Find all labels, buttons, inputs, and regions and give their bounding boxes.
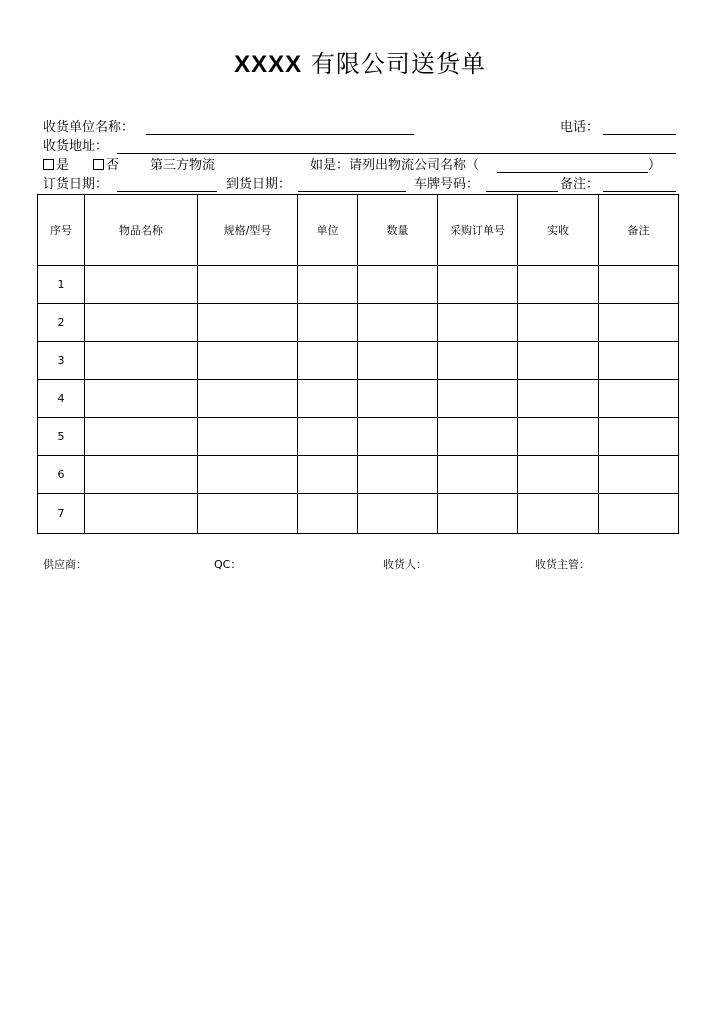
delivery-table (37, 194, 679, 534)
table-cell[interactable] (518, 418, 599, 456)
table-cell[interactable] (298, 342, 358, 380)
table-cell[interactable] (518, 304, 599, 342)
table-cell[interactable] (198, 494, 298, 534)
table-cell[interactable] (298, 418, 358, 456)
row-index-cell: 2 (38, 304, 85, 342)
row-index-cell: 4 (38, 380, 85, 418)
title-text: 有限公司送货单 (310, 50, 486, 78)
logistics-company-label: 如是：请列出物流公司名称（ (310, 158, 480, 173)
table-cell[interactable] (599, 342, 679, 380)
table-cell[interactable] (85, 380, 198, 418)
logistics-company-close: ） (648, 158, 662, 173)
table-cell[interactable] (198, 380, 298, 418)
table-cell[interactable] (358, 342, 438, 380)
table-cell[interactable] (438, 456, 518, 494)
receiving-manager-signature-label: 收货主管： (535, 558, 590, 571)
table-row (38, 380, 679, 418)
table-cell[interactable] (599, 456, 679, 494)
plate-number-label: 车牌号码： (414, 177, 480, 192)
table-cell[interactable] (599, 494, 679, 534)
column-header-item-name: 物品名称 (85, 195, 198, 266)
logistics-company-field[interactable] (497, 172, 648, 173)
table-cell[interactable] (85, 418, 198, 456)
row-index-cell: 5 (38, 418, 85, 456)
table-cell[interactable] (518, 266, 599, 304)
table-row (38, 418, 679, 456)
table-cell[interactable] (358, 456, 438, 494)
supplier-signature-label: 供应商： (43, 558, 87, 571)
address-field[interactable] (117, 153, 676, 154)
table-cell[interactable] (438, 266, 518, 304)
table-cell[interactable] (358, 380, 438, 418)
table-cell[interactable] (298, 380, 358, 418)
table-cell[interactable] (198, 456, 298, 494)
table-cell[interactable] (438, 418, 518, 456)
column-header-index: 序号 (38, 195, 85, 266)
receiver-signature-label: 收货人： (383, 558, 427, 571)
table-row (38, 266, 679, 304)
table-cell[interactable] (298, 494, 358, 534)
remark-label: 备注： (560, 177, 600, 192)
receiver-name-label: 收货单位名称： (43, 120, 135, 135)
table-row (38, 304, 679, 342)
arrival-date-label: 到货日期： (226, 177, 292, 192)
table-cell[interactable] (438, 494, 518, 534)
table-header-row (38, 195, 679, 266)
column-header-spec-model: 规格/型号 (198, 195, 298, 266)
table-cell[interactable] (85, 342, 198, 380)
no-label: 否 (106, 158, 120, 173)
qc-signature-label: QC： (214, 558, 242, 571)
table-cell[interactable] (298, 266, 358, 304)
plate-number-field[interactable] (486, 191, 558, 192)
table-cell[interactable] (438, 342, 518, 380)
table-cell[interactable] (518, 380, 599, 418)
table-cell[interactable] (358, 266, 438, 304)
arrival-date-field[interactable] (298, 191, 406, 192)
row-index-cell: 3 (38, 342, 85, 380)
table-cell[interactable] (85, 266, 198, 304)
no-checkbox[interactable] (93, 159, 104, 170)
table-cell[interactable] (85, 304, 198, 342)
table-cell[interactable] (518, 456, 599, 494)
table-cell[interactable] (518, 342, 599, 380)
table-cell[interactable] (198, 342, 298, 380)
table-cell[interactable] (599, 418, 679, 456)
third-party-logistics-label: 第三方物流 (150, 158, 216, 173)
table-cell[interactable] (599, 380, 679, 418)
table-cell[interactable] (358, 304, 438, 342)
order-date-field[interactable] (117, 191, 217, 192)
yes-option[interactable] (43, 157, 69, 175)
document-title (0, 44, 720, 79)
title-code: XXXX (234, 51, 303, 78)
table-cell[interactable] (85, 456, 198, 494)
column-header-received: 实收 (518, 195, 599, 266)
phone-field[interactable] (603, 134, 676, 135)
receiver-name-field[interactable] (146, 134, 414, 135)
table-cell[interactable] (599, 304, 679, 342)
column-header-remark: 备注 (599, 195, 679, 266)
table-cell[interactable] (599, 266, 679, 304)
table-cell[interactable] (298, 304, 358, 342)
table-row (38, 342, 679, 380)
no-option[interactable] (93, 157, 119, 175)
table-cell[interactable] (518, 494, 599, 534)
table-row (38, 494, 679, 534)
table-cell[interactable] (438, 380, 518, 418)
row-index-cell: 7 (38, 494, 85, 534)
column-header-po-number: 采购订单号 (438, 195, 518, 266)
table-cell[interactable] (198, 418, 298, 456)
row-index-cell: 1 (38, 266, 85, 304)
table-cell[interactable] (85, 494, 198, 534)
table-cell[interactable] (198, 266, 298, 304)
column-header-quantity: 数量 (358, 195, 438, 266)
table-cell[interactable] (358, 418, 438, 456)
table-cell[interactable] (358, 494, 438, 534)
column-header-unit: 单位 (298, 195, 358, 266)
remark-field[interactable] (603, 191, 676, 192)
table-cell[interactable] (438, 304, 518, 342)
table-row (38, 456, 679, 494)
phone-label: 电话： (560, 120, 600, 135)
yes-checkbox[interactable] (43, 159, 54, 170)
yes-label: 是 (56, 158, 70, 173)
table-cell[interactable] (298, 456, 358, 494)
order-date-label: 订货日期： (43, 177, 109, 192)
address-label: 收货地址： (43, 139, 109, 154)
row-index-cell: 6 (38, 456, 85, 494)
table-cell[interactable] (198, 304, 298, 342)
